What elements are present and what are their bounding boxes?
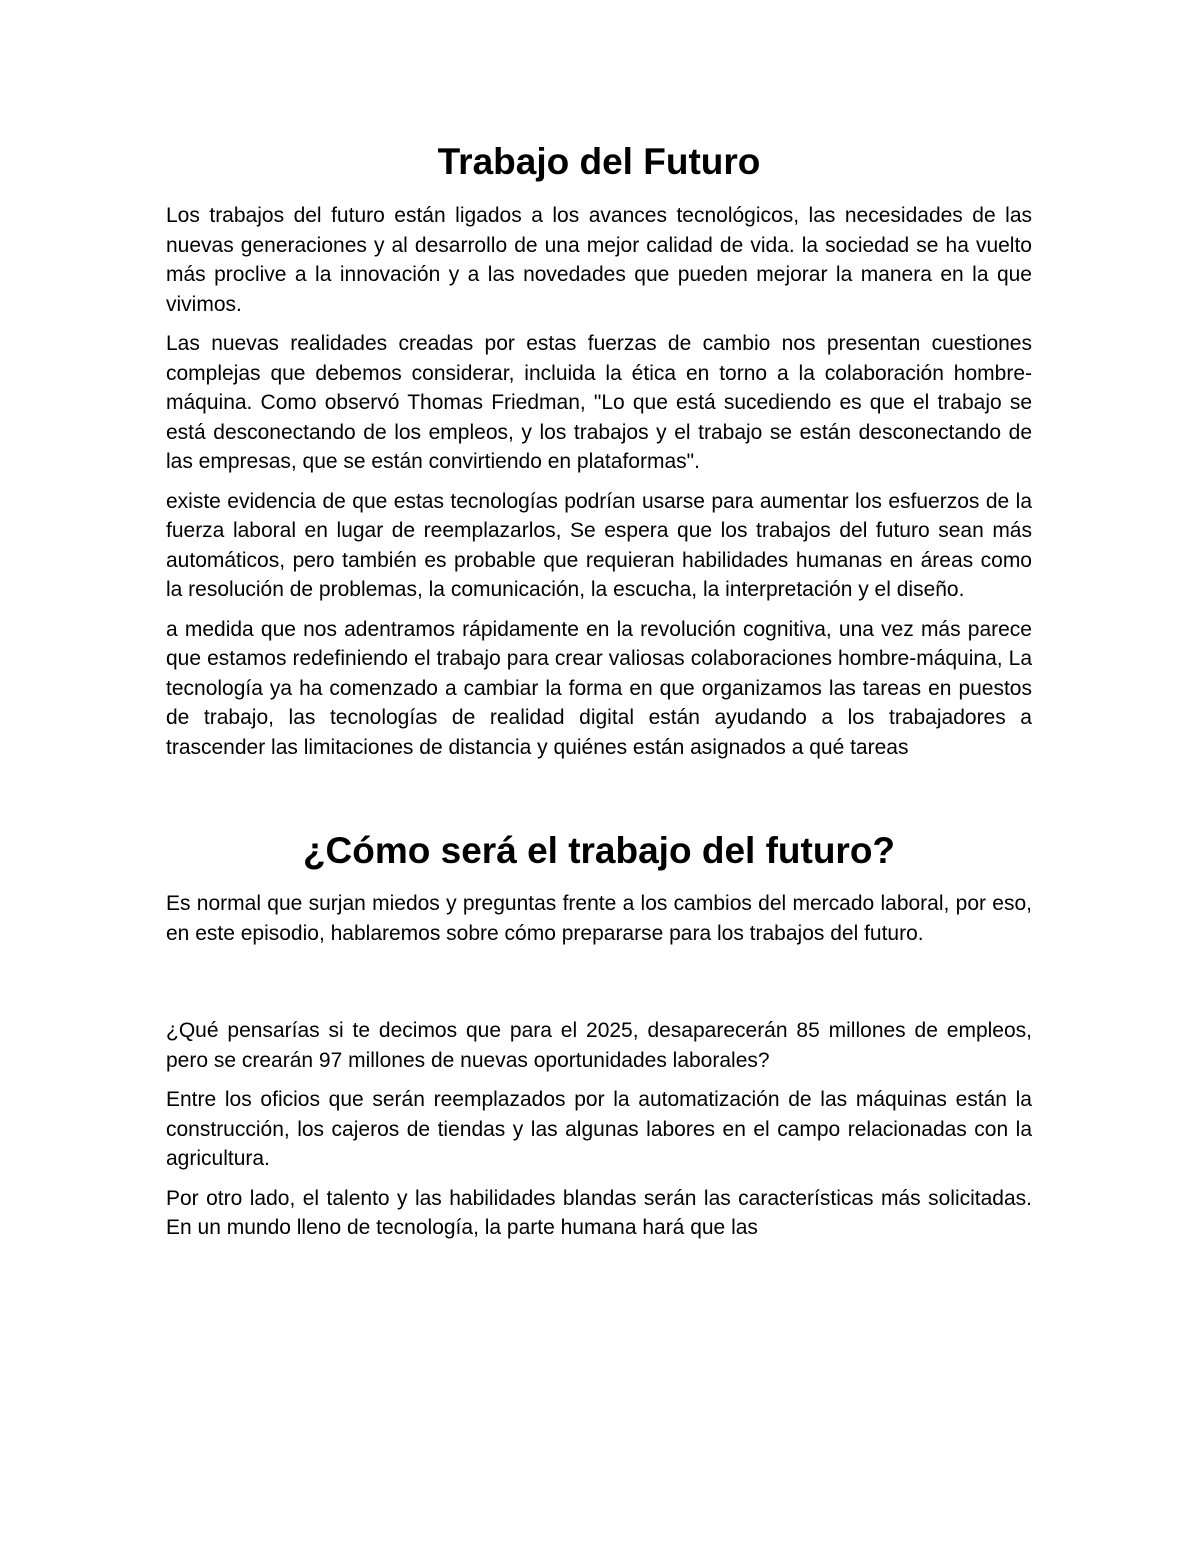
paragraph-intro-4: a medida que nos adentramos rápidamente en la revolución cognitiva, una vez más parece que estamos redefiniendo el trabajo para crear valiosas colaboraciones hombre-máquina, La tecnología ya ha comenzado a cambiar la forma en que organizamos las tareas en puestos de trabajo, las tecnologías de realidad digital están ayudando a los trabajadores a trascender las limitaciones de distancia y quiénes están asignados a qué tareas [166, 617, 1032, 759]
paragraph-intro-2: Las nuevas realidades creadas por estas fuerzas de cambio nos presentan cuestiones complejas que debemos considerar, incluida la ética en torno a la colaboración hombre-máquina. Como observó Thomas Friedman, "Lo que está sucediendo es que el trabajo se está desconectando de los empleos, y los trabajos y el trabajo se están desconectando de las empresas, que se están convirtiendo en plataformas". [166, 332, 1032, 473]
paragraph-section-2: ¿Qué pensarías si te decimos que para el 2025, desaparecerán 85 millones de empleos, pero se crearán 97 millones de nuevas oportunidades laborales? [166, 1019, 1032, 1072]
paragraph-section-4: Por otro lado, el talento y las habilidades blandas serán las características más solicitadas. En un mundo lleno de tecnología, la parte humana hará que las [166, 1186, 1032, 1239]
paragraph-intro-1: Los trabajos del futuro están ligados a los avances tecnológicos, las necesidades de las nuevas generaciones y al desarrollo de una mejor calidad de vida. la sociedad se ha vuelto más proclive a la innovación y a las novedades que pueden mejorar la manera en la que vivimos. [166, 204, 1032, 316]
document-body [166, 140, 1032, 1253]
section-title: ¿Cómo será el trabajo del futuro? [302, 830, 896, 871]
blank-line [166, 958, 1032, 1016]
paragraph-intro-3: existe evidencia de que estas tecnologías podrían usarse para aumentar los esfuerzos de la fuerza laboral en lugar de reemplazarlos, Se espera que los trabajos del futuro sean más automáticos, pero también es probable que requieran habilidades humanas en áreas como la resolución de problemas, la comunicación, la escucha, la interpretación y el diseño. [166, 489, 1032, 601]
paragraph-section-3: Entre los oficios que serán reemplazados por la automatización de las máquinas están la construcción, los cajeros de tiendas y las algunas labores en el campo relacionadas con la agricultura. [166, 1088, 1032, 1170]
paragraph-section-1: Es normal que surjan miedos y preguntas frente a los cambios del mercado laboral, por eso, en este episodio, hablaremos sobre cómo prepararse para los trabajos del futuro. [166, 892, 1032, 945]
document-title: Trabajo del Futuro [437, 141, 761, 182]
